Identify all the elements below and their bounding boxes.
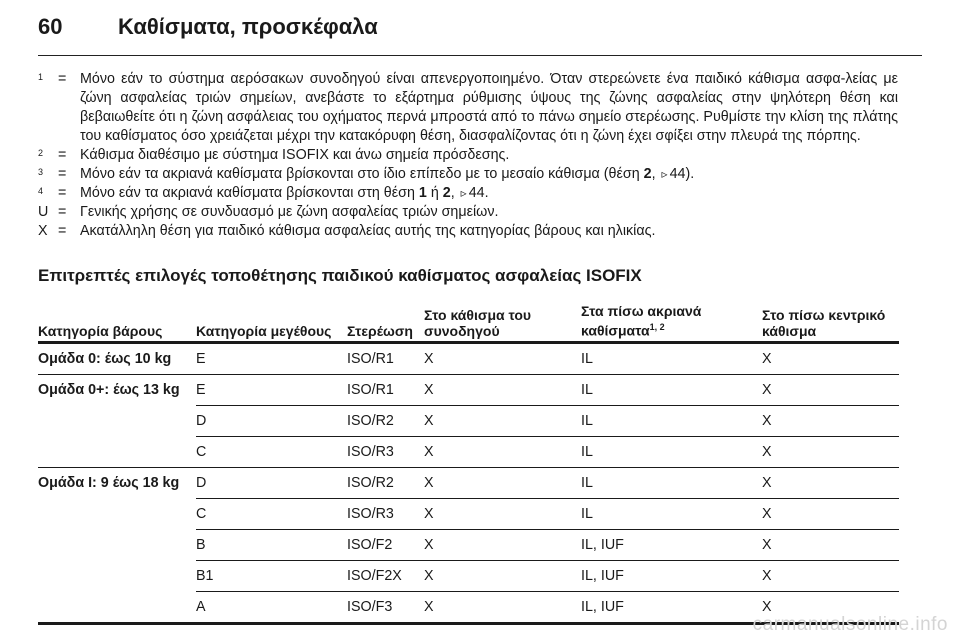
footnote-1 xyxy=(38,70,898,146)
page-number: 60 xyxy=(38,14,63,39)
cell-rear-outer: IL xyxy=(581,498,762,529)
footnote-text: Ακατάλληλη θέση για παιδικό κάθισμα ασφαλείας αυτής της κατηγορίας βάρους και ηλικίας. xyxy=(80,223,656,239)
footnote-mark: X xyxy=(38,223,48,239)
footnote-equals: = xyxy=(58,166,67,182)
cell-size: B xyxy=(196,529,347,560)
footnote-2 xyxy=(38,146,898,165)
cell-rear-outer: IL, IUF xyxy=(581,529,762,560)
cell-size: D xyxy=(196,467,347,498)
cell-fixture: ISO/R3 xyxy=(347,436,424,467)
cell-rear-center: X xyxy=(762,591,899,623)
footnotes xyxy=(38,70,898,241)
cell-weight: Ομάδα 0+: έως 13 kg xyxy=(38,374,196,405)
footnote-equals: = xyxy=(58,185,67,201)
cell-size: C xyxy=(196,498,347,529)
cell-rear-outer: IL, IUF xyxy=(581,591,762,623)
page-reference-arrow-icon: ▹ xyxy=(661,167,668,181)
cell-weight xyxy=(38,591,196,623)
footnote-equals: = xyxy=(58,204,67,220)
cell-size: E xyxy=(196,350,206,367)
cell-size: A xyxy=(196,591,347,623)
cell-fixture: ISO/R2 xyxy=(347,467,424,498)
page-title: Καθίσματα, προσκέφαλα xyxy=(118,14,378,39)
cell-front: X xyxy=(424,350,434,367)
cell-weight xyxy=(38,436,196,467)
footnote-mark: U xyxy=(38,204,49,220)
footnote-text: Μόνο εάν τα ακριανά καθίσματα βρίσκονται στο ίδιο επίπεδο με το μεσαίο κάθισμα (θέση 2, ▹ 44). xyxy=(80,166,695,182)
cell-front: X xyxy=(424,436,581,467)
cell-front: X xyxy=(424,498,581,529)
cell-size: D xyxy=(196,405,347,436)
header-divider xyxy=(38,55,922,56)
cell-front: X xyxy=(424,405,581,436)
footnote-3 xyxy=(38,165,898,184)
footnote-mark: 2 xyxy=(38,148,44,158)
page-header xyxy=(38,14,378,44)
cell-rear-outer: IL xyxy=(581,350,593,367)
cell-rear-outer: IL xyxy=(581,436,762,467)
cell-fixture: ISO/F2X xyxy=(347,560,424,591)
cell-fixture: ISO/R1 xyxy=(347,374,424,405)
cell-weight xyxy=(38,498,196,529)
table-row xyxy=(38,374,899,405)
footnote-4 xyxy=(38,184,898,203)
cell-rear-center: X xyxy=(762,467,899,498)
seat-position-ref: 1 xyxy=(418,185,427,201)
cell-size: B1 xyxy=(196,560,347,591)
cell-rear-outer: IL xyxy=(581,467,762,498)
cell-weight xyxy=(38,560,196,591)
footnote-equals: = xyxy=(58,223,67,239)
table-row xyxy=(38,498,899,529)
header-front-passenger: Στο κάθισμα του συνοδηγού xyxy=(424,303,581,342)
cell-weight xyxy=(38,405,196,436)
footnote-mark: 1 xyxy=(38,72,44,82)
table-row xyxy=(38,529,899,560)
cell-rear-center: X xyxy=(762,560,899,591)
cell-weight xyxy=(38,529,196,560)
cell-fixture: ISO/F3 xyxy=(347,591,424,623)
cell-rear-center: X xyxy=(762,436,899,467)
page-reference-link[interactable]: 44 xyxy=(669,166,686,182)
cell-rear-outer: IL xyxy=(581,374,762,405)
cell-front: X xyxy=(424,374,581,405)
cell-rear-outer: IL xyxy=(581,405,762,436)
cell-fixture: ISO/R3 xyxy=(347,498,424,529)
header-fixture: Στερέωση xyxy=(347,303,424,342)
footnote-text: Γενικής χρήσης σε συνδυασμό με ζώνη ασφαλείας τριών σημείων. xyxy=(80,204,499,220)
cell-size: E xyxy=(196,374,347,405)
cell-rear-center: X xyxy=(762,374,899,405)
header-rear-outer: Στα πίσω ακριανά καθίσματα$^{1, 2}$ xyxy=(581,303,762,342)
cell-weight: Ομάδα I: 9 έως 18 kg xyxy=(38,467,196,498)
page-reference-link[interactable]: 44 xyxy=(468,185,485,201)
watermark: carmanualsonline.info xyxy=(752,614,948,635)
footnote-mark: 3 xyxy=(38,167,44,177)
cell-rear-center: X xyxy=(762,498,899,529)
cell-size: C xyxy=(196,436,347,467)
table-row xyxy=(38,405,899,436)
table-header-row xyxy=(38,303,899,342)
footnote-text: Μόνο εάν το σύστημα αερόσακων συνοδηγού είναι απενεργοποιημένο. Όταν στερεώνετε ένα παιδικό κάθισμα ασφα‐λείας με ζώνη ασφαλείας τριών σημείων, ανεβάστε το εξάρτημα ρύθμισης ύψους της ζώνης ασφαλείας στην ψηλότερη θέση και βεβαιωθείτε ότι η ζώνη ασφάλειας του οχήματος περνά μπροστά από το πάνω σημείο στερέωσης. Ρυθμίστε την κλίση της πλάτης του καθίσματος όσο χρειάζεται μέχρι την κατακόρυφη θέση, διασφαλίζοντας ότι η ζώνη έχει σφίξει στην πλευρά της πόρπης. xyxy=(80,71,898,144)
cell-front: X xyxy=(424,560,581,591)
footnote-x xyxy=(38,222,898,241)
cell-fixture: ISO/R1 xyxy=(347,350,394,367)
seat-position-ref: 2 xyxy=(643,166,652,182)
cell-rear-center: X xyxy=(762,350,772,367)
header-rear-center: Στο πίσω κεντρικό κάθισμα xyxy=(762,303,899,342)
isofix-table xyxy=(38,303,899,625)
footnote-equals: = xyxy=(58,147,67,163)
table-row xyxy=(38,560,899,591)
footnote-u xyxy=(38,203,898,222)
section-title: Επιτρεπτές επιλογές τοποθέτησης παιδικού καθίσματος ασφαλείας ISOFIX xyxy=(38,266,642,285)
cell-rear-outer: IL, IUF xyxy=(581,560,762,591)
cell-rear-center: X xyxy=(762,529,899,560)
seat-position-ref: 2 xyxy=(442,185,451,201)
footnote-text: Κάθισμα διαθέσιμο με σύστημα ISOFIX και άνω σημεία πρόσδεσης. xyxy=(80,147,510,163)
table-row xyxy=(38,342,899,374)
cell-rear-center: X xyxy=(762,405,899,436)
cell-front: X xyxy=(424,467,581,498)
cell-front: X xyxy=(424,591,581,623)
footnote-equals: = xyxy=(58,71,67,87)
cell-fixture: ISO/R2 xyxy=(347,405,424,436)
table-row xyxy=(38,436,899,467)
page-reference-arrow-icon: ▹ xyxy=(460,186,467,200)
cell-fixture: ISO/F2 xyxy=(347,529,424,560)
cell-weight: Ομάδα 0: έως 10 kg xyxy=(38,350,172,367)
header-size: Κατηγορία μεγέθους xyxy=(196,303,347,342)
table-row xyxy=(38,467,899,498)
header-weight: Κατηγορία βάρους xyxy=(38,303,196,342)
footnote-text: Μόνο εάν τα ακριανά καθίσματα βρίσκονται στη θέση 1 ή 2, ▹ 44. xyxy=(80,185,489,201)
cell-front: X xyxy=(424,529,581,560)
footnote-mark: 4 xyxy=(38,186,44,196)
